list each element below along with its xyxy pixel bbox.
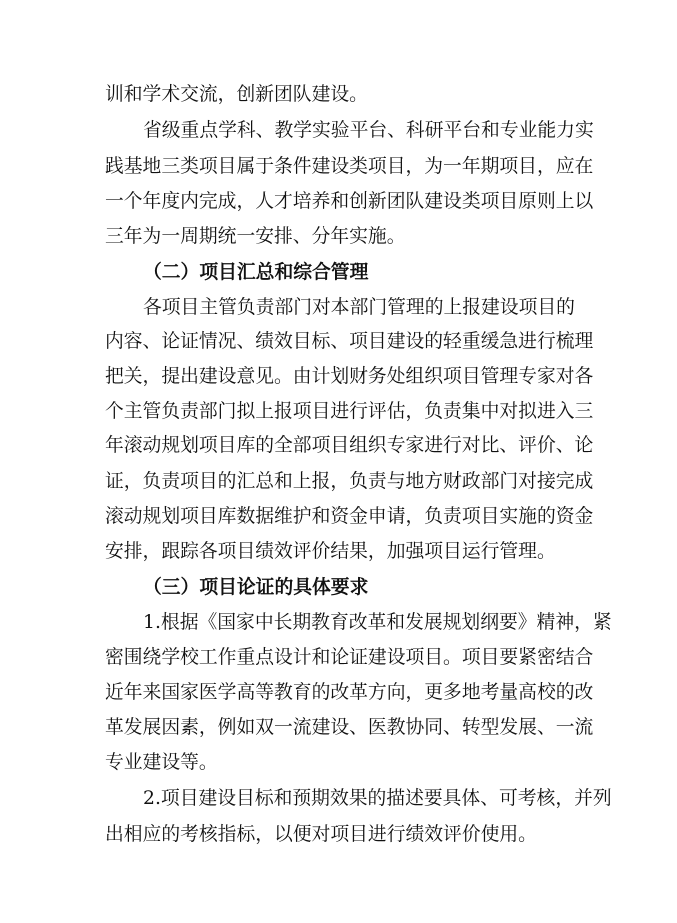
text-line: 省级重点学科、教学实验平台、科研平台和专业能力实: [143, 120, 594, 141]
text-line: 把关，提出建设意见。由计划财务处组织项目管理专家对各: [105, 366, 594, 387]
text-line: 出相应的考核指标，以便对项目进行绩效评价使用。: [105, 824, 537, 845]
section-heading: （二）项目汇总和综合管理: [143, 261, 369, 283]
text-line: 滚动规划项目库数据维护和资金申请，负责项目实施的资金: [105, 506, 594, 527]
text-line: 近年来国家医学高等教育的改革方向，更多地考量高校的改: [105, 682, 594, 703]
section-heading: （三）项目论证的具体要求: [143, 576, 369, 598]
text-line: 年滚动规划项目库的全部项目组织专家进行对比、评价、论: [105, 435, 594, 456]
text-line: 一个年度内完成，人才培养和创新团队建设类项目原则上以: [105, 191, 594, 212]
text-line: 践基地三类项目属于条件建设类项目，为一年期项目，应在: [105, 156, 594, 177]
text-line: 革发展因素，例如双一流建设、医教协同、转型发展、一流: [105, 717, 594, 738]
text-line: 三年为一周期统一安排、分年实施。: [105, 226, 406, 247]
text-line: 安排，跟踪各项目绩效评价结果，加强项目运行管理。: [105, 541, 556, 562]
text-line: 专业建设等。: [105, 752, 218, 773]
text-line: 2.项目建设目标和预期效果的描述要具体、可考核，并列: [143, 788, 612, 809]
text-line: 个主管负责部门拟上报项目进行评估，负责集中对拟进入三: [105, 401, 594, 422]
text-line: 训和学术交流，创新团队建设。: [105, 84, 368, 105]
text-line: 1.根据《国家中长期教育改革和发展规划纲要》精神，紧: [143, 612, 612, 633]
text-line: 各项目主管负责部门对本部门管理的上报建设项目的: [143, 297, 575, 318]
text-line: 密围绕学校工作重点设计和论证建设项目。项目要紧密结合: [105, 647, 594, 668]
text-line: 证，负责项目的汇总和上报，负责与地方财政部门对接完成: [105, 471, 594, 492]
text-line: 内容、论证情况、绩效目标、项目建设的轻重缓急进行梳理: [105, 331, 594, 352]
